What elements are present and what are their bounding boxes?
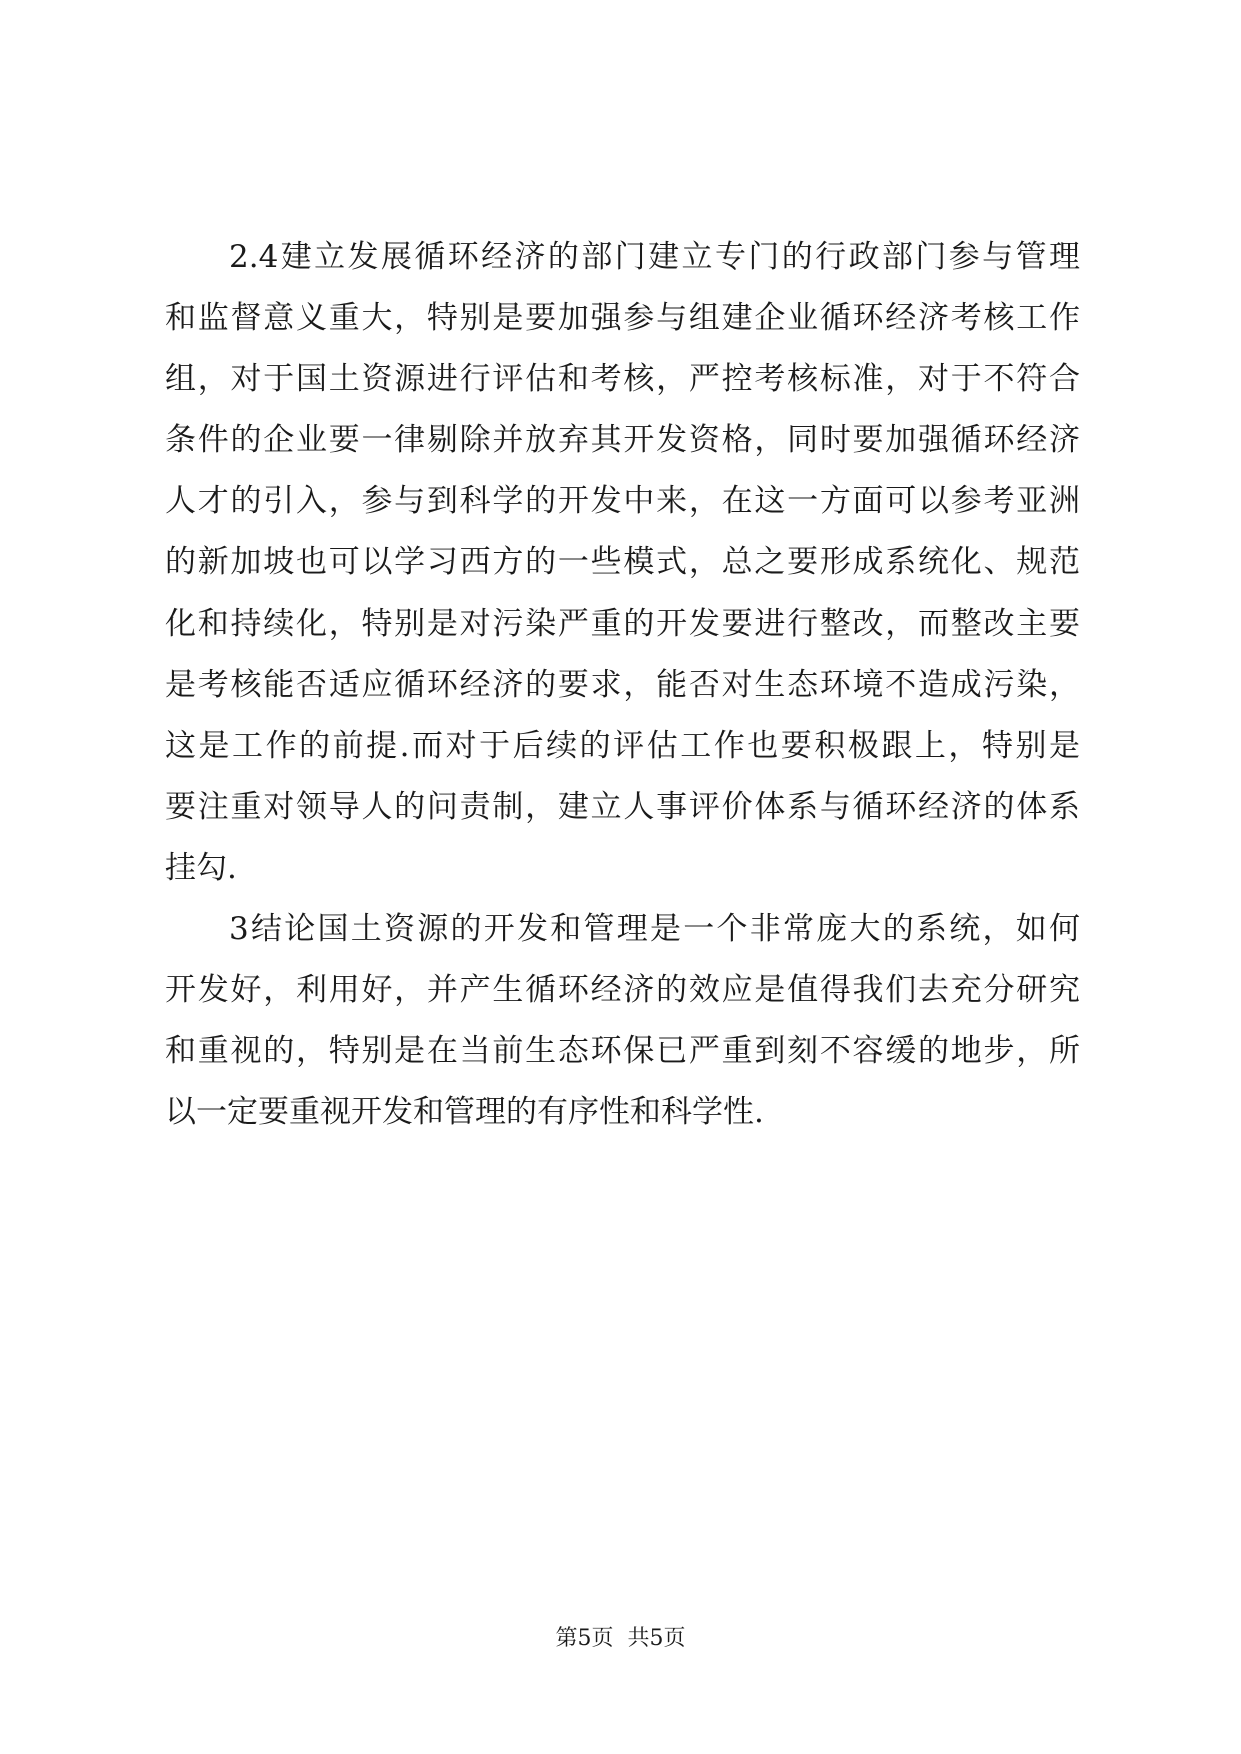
paragraph-conclusion	[165, 899, 1080, 1143]
paragraph-line: 2.4建立发展循环经济的部门建立专门的行政部门参与管理	[229, 239, 1080, 275]
page-total: 共5页	[627, 1626, 686, 1651]
paragraph-line: 这是工作的前提.而对于后续的评估工作也要积极跟上，特别是	[165, 727, 1080, 764]
paragraph-line: 的新加坡也可以学习西方的一些模式，总之要形成系统化、规范	[165, 544, 1080, 581]
paragraph-line: 条件的企业要一律剔除并放弃其开发资格，同时要加强循环经济	[165, 422, 1080, 459]
page-number: 第5页	[555, 1626, 614, 1651]
paragraph-line: 组，对于国土资源进行评估和考核，严控考核标准，对于不符合	[165, 361, 1080, 398]
document-body	[165, 227, 1080, 1143]
page-footer	[0, 1624, 1241, 1654]
paragraph-line: 3结论国土资源的开发和管理是一个非常庞大的系统，如何	[229, 911, 1080, 948]
paragraph-line: 要注重对领导人的问责制，建立人事评价体系与循环经济的体系	[165, 788, 1080, 825]
paragraph-2-4	[165, 227, 1080, 899]
paragraph-line: 人才的引入，参与到科学的开发中来，在这一方面可以参考亚洲	[165, 483, 1080, 520]
paragraph-line: 和重视的，特别是在当前生态环保已严重到刻不容缓的地步，所	[165, 1033, 1080, 1070]
paragraph-line: 是考核能否适应循环经济的要求，能否对生态环境不造成污染，	[165, 666, 1080, 703]
paragraph-line: 挂勾.	[165, 849, 237, 886]
paragraph-line: 化和持续化，特别是对污染严重的开发要进行整改，而整改主要	[165, 605, 1080, 642]
paragraph-line: 开发好，利用好，并产生循环经济的效应是值得我们去充分研究	[165, 972, 1080, 1009]
paragraph-line: 以一定要重视开发和管理的有序性和科学性.	[165, 1094, 764, 1131]
paragraph-line: 和监督意义重大，特别是要加强参与组建企业循环经济考核工作	[165, 300, 1080, 337]
